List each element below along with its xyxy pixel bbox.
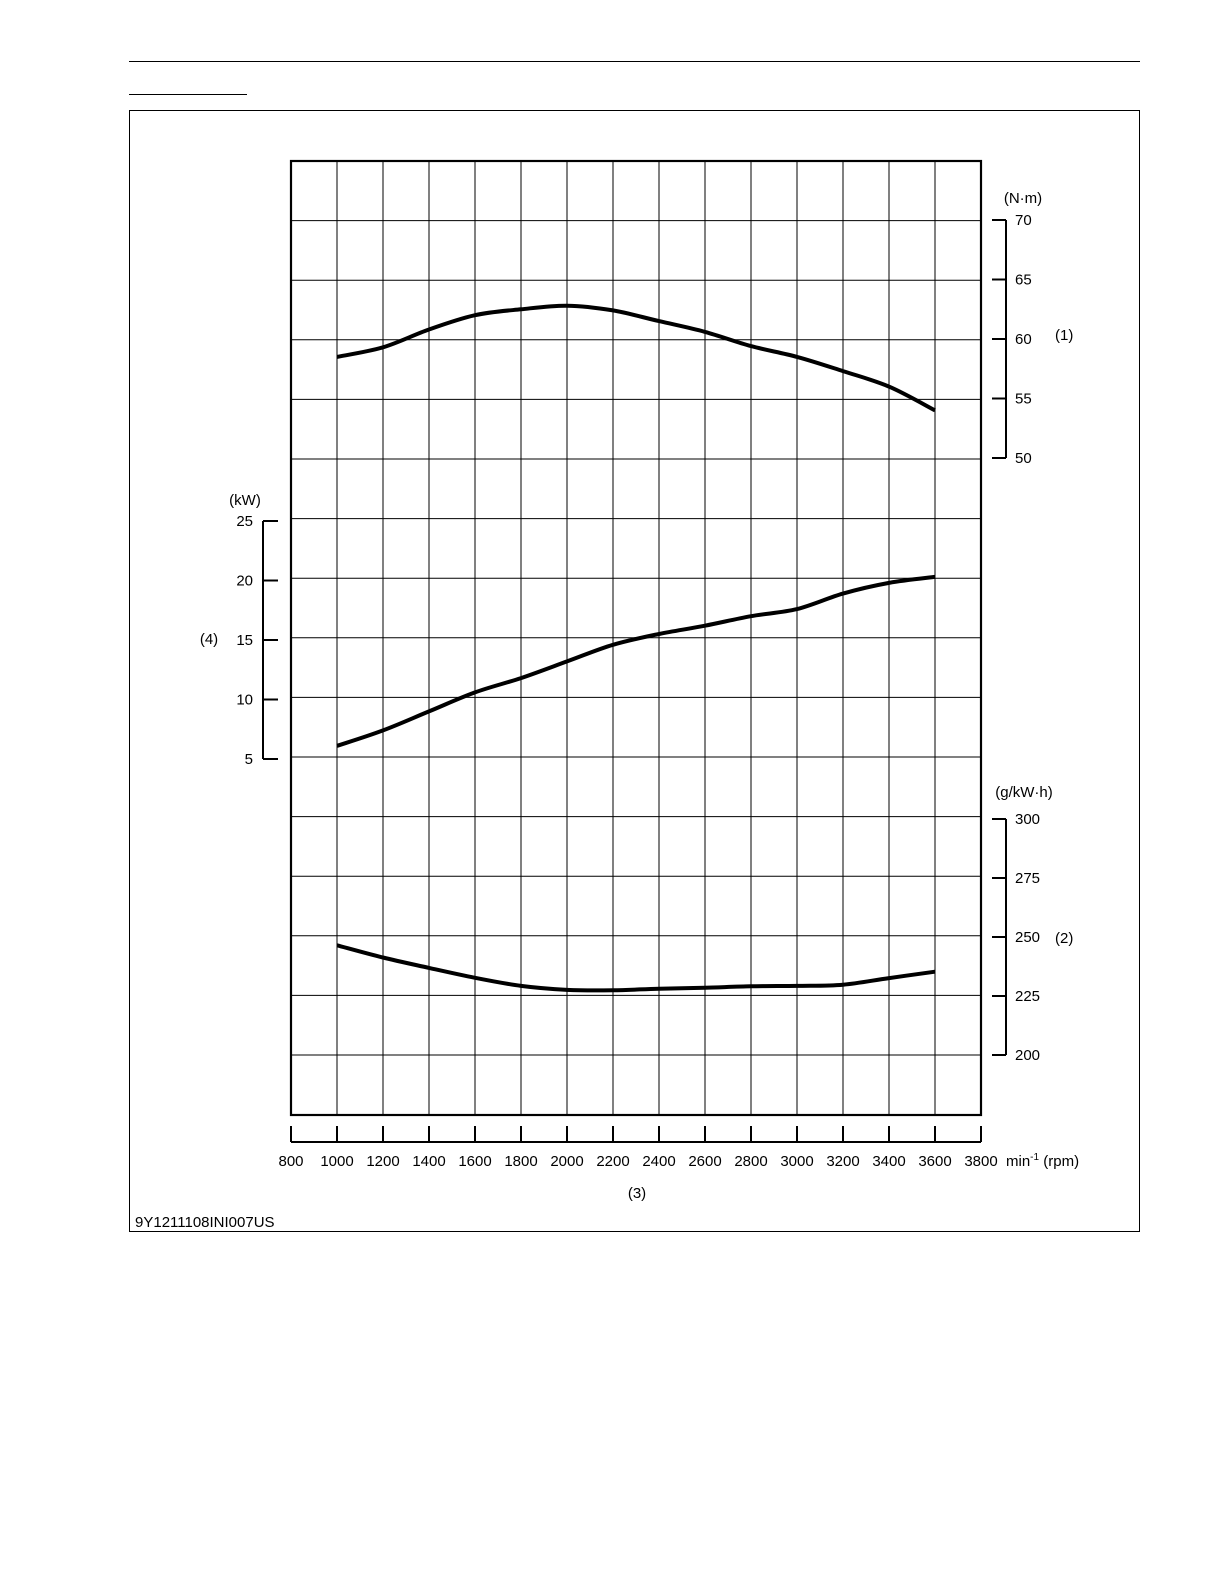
y-tick-label: 10 <box>236 691 253 709</box>
x-unit-label: $\min^{-1} (rpm)$ <box>1006 1152 1080 1170</box>
x-tick-label: 3000 <box>780 1153 814 1170</box>
y-tick-label: 25 <box>236 513 253 530</box>
figure-code: 9Y1211108INI007US <box>135 1214 275 1231</box>
y-tick-label: 20 <box>236 572 253 590</box>
x-tick-label: 800 <box>278 1153 304 1170</box>
y-tick-label: 70 <box>1015 212 1032 229</box>
y-tick-label: 60 <box>1015 331 1032 348</box>
x-tick-label: 1600 <box>458 1153 492 1170</box>
y-tick-label: 200 <box>1015 1047 1041 1064</box>
y-unit-label: (N·m) <box>1003 190 1043 207</box>
x-tick-label: 2200 <box>596 1153 630 1170</box>
x-tick-label: 3800 <box>964 1153 998 1170</box>
y-unit-label: (g/kW·h) <box>995 784 1053 801</box>
x-tick-label: 1400 <box>412 1153 446 1170</box>
y-tick-label: 5 <box>244 751 253 768</box>
x-tick-label: 2000 <box>550 1153 584 1170</box>
series-line <box>337 945 935 990</box>
series-label: (2) <box>1055 930 1074 947</box>
series-line <box>337 577 935 746</box>
y-tick-label: 15 <box>236 632 253 649</box>
y-tick-label: 50 <box>1015 450 1032 467</box>
y-tick-label: 250 <box>1015 929 1041 946</box>
y-tick-label: 300 <box>1015 811 1041 828</box>
series-label: (1) <box>1055 327 1074 344</box>
x-axis-label: (3) <box>627 1185 647 1202</box>
x-tick-label: 2600 <box>688 1153 722 1170</box>
x-tick-label: 1200 <box>366 1153 400 1170</box>
x-tick-label: 1000 <box>320 1153 354 1170</box>
y-tick-label: 225 <box>1015 988 1041 1005</box>
x-tick-label: 3200 <box>826 1153 860 1170</box>
x-tick-label: 2800 <box>734 1153 768 1170</box>
x-tick-label: 2400 <box>642 1153 676 1170</box>
series-label: (4) <box>199 631 219 648</box>
series-line <box>337 306 935 411</box>
x-tick-label: 3600 <box>918 1153 952 1170</box>
x-tick-label: 3400 <box>872 1153 906 1170</box>
y-tick-label: 55 <box>1015 390 1032 408</box>
y-tick-label: 65 <box>1015 271 1032 289</box>
y-tick-label: 275 <box>1015 870 1041 887</box>
x-tick-label: 1800 <box>504 1153 538 1170</box>
y-unit-label: (kW) <box>229 492 261 509</box>
